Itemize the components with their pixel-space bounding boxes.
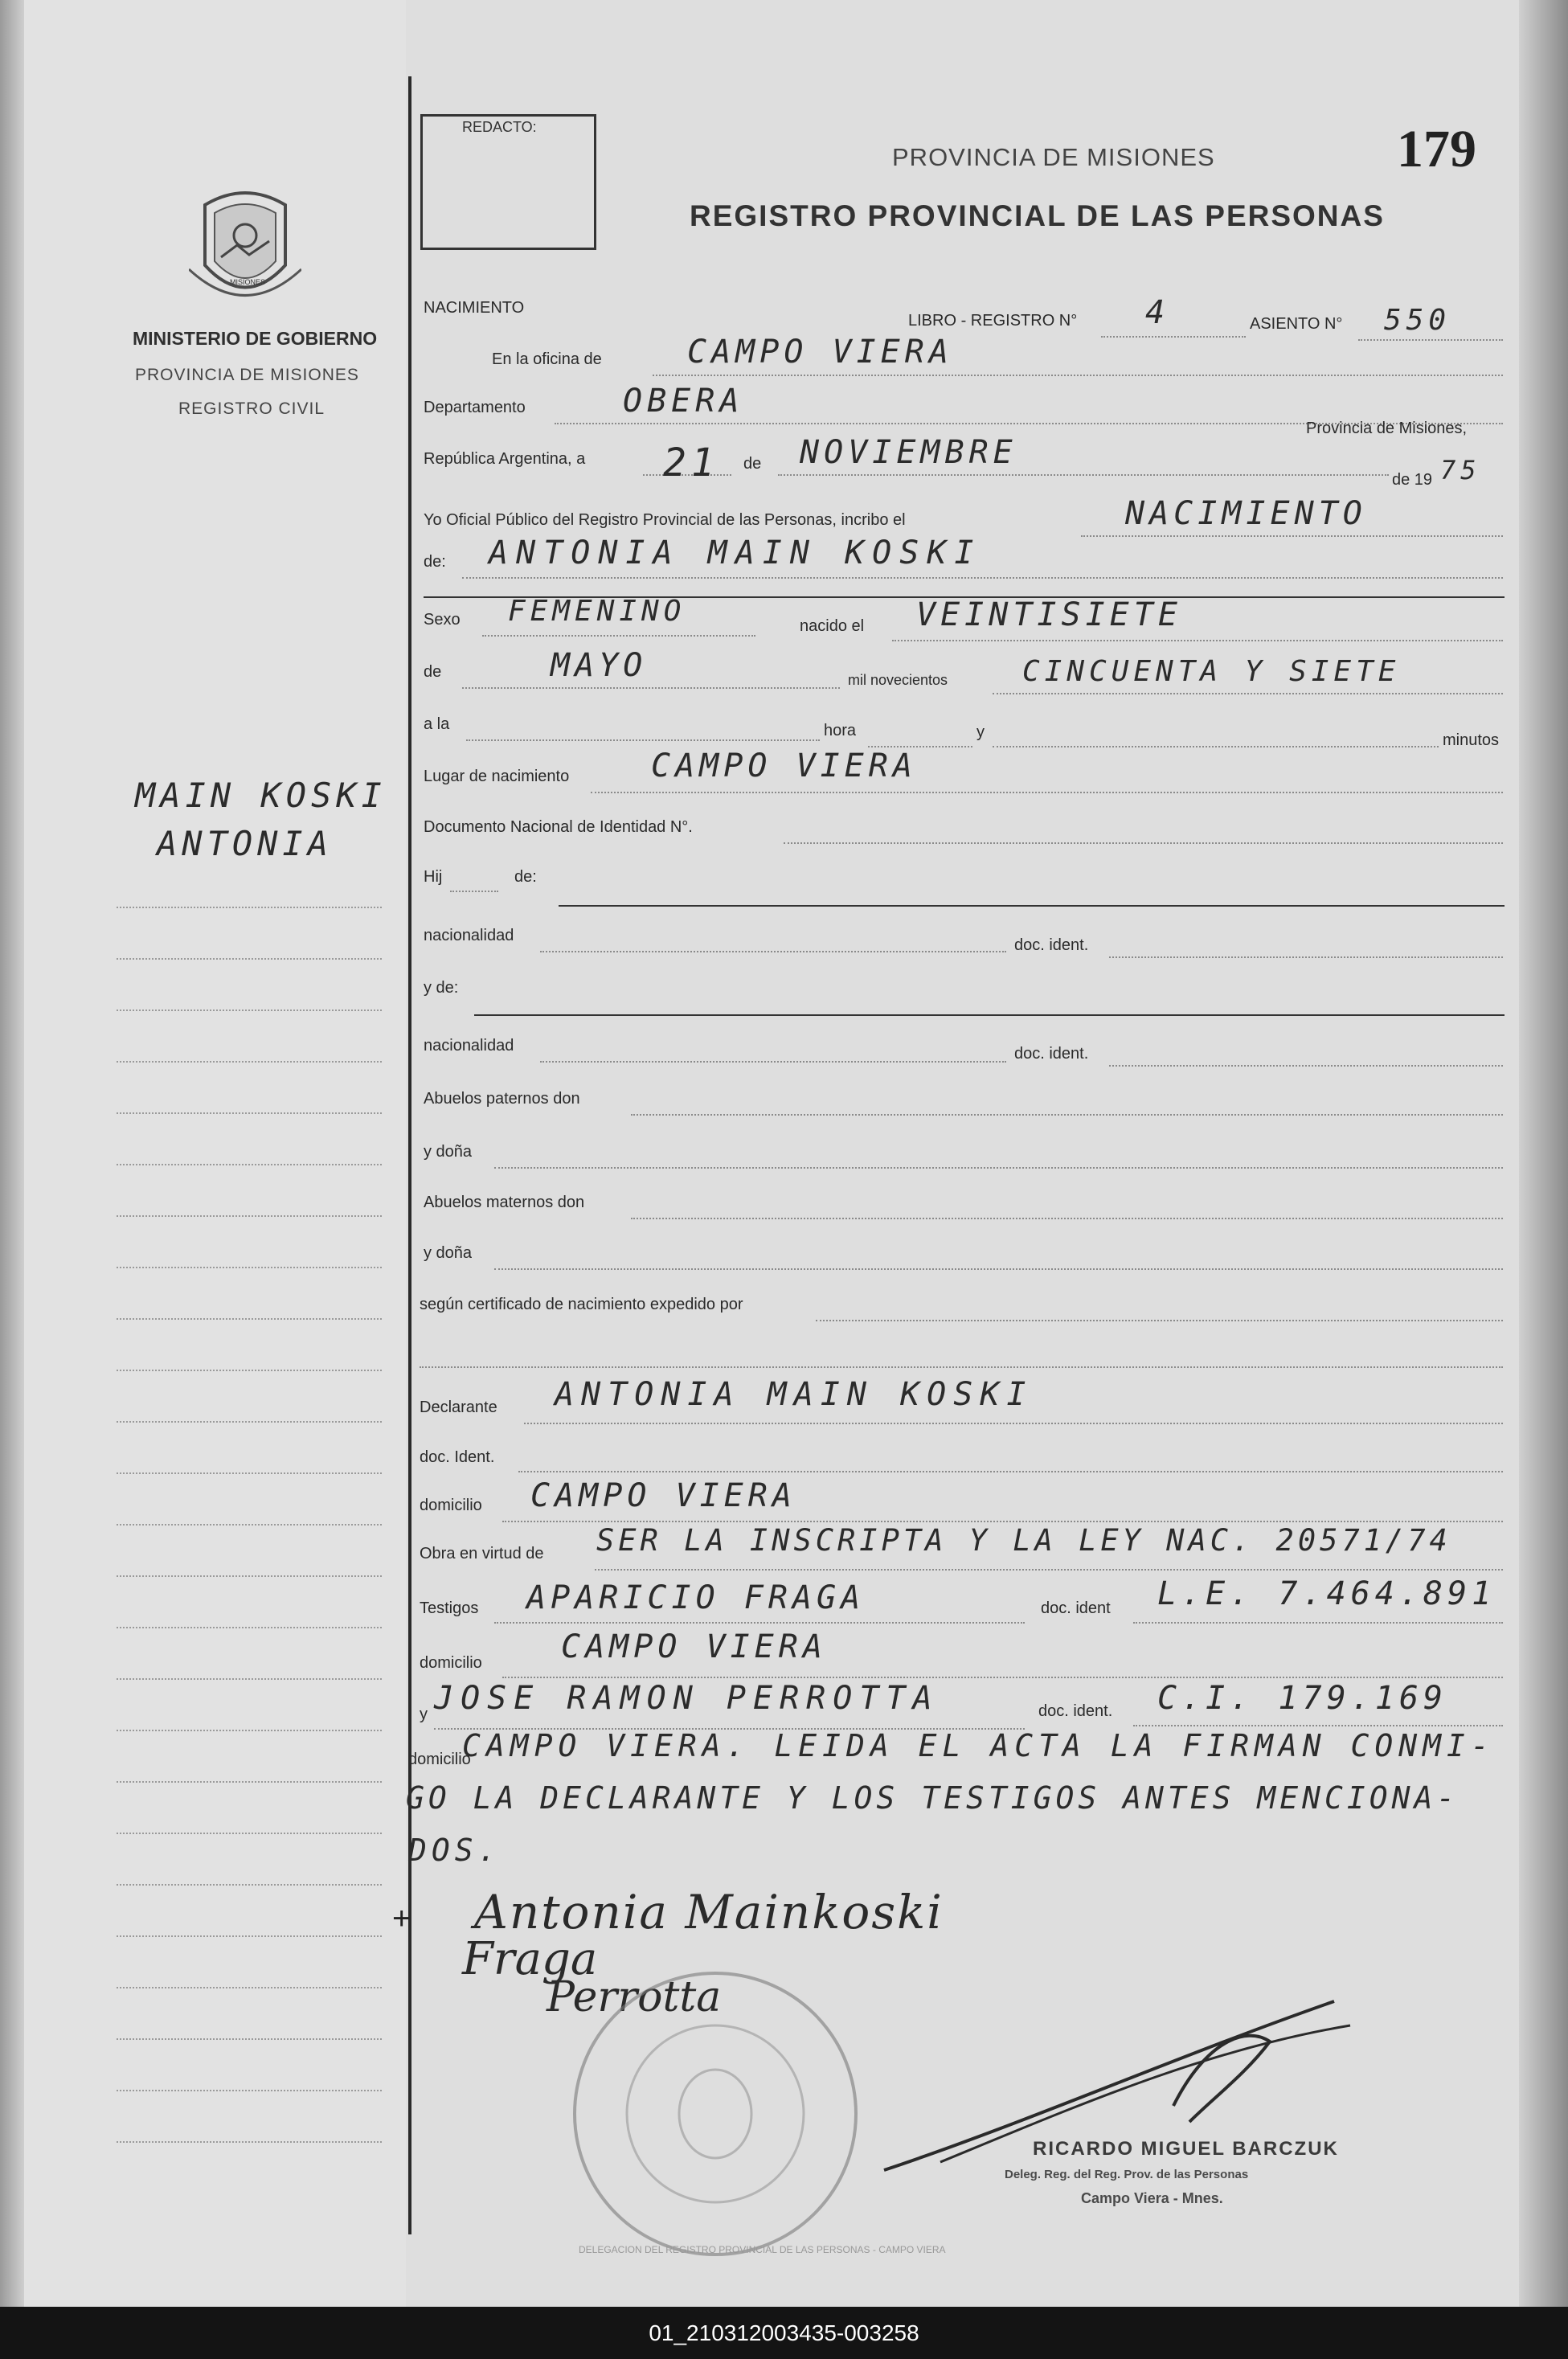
domicilio-testigo1-value: CAMPO VIERA — [561, 1628, 827, 1665]
margin-rule — [117, 1935, 382, 1937]
declarante-label: Declarante — [420, 1399, 497, 1416]
margin-rule — [117, 2090, 382, 2091]
nacionalidad2-line — [540, 1061, 1006, 1063]
margin-rule — [117, 958, 382, 960]
sexo-value: FEMENINO — [508, 595, 686, 628]
page-binding — [0, 0, 24, 2307]
nacionalidad-label: nacionalidad — [424, 927, 514, 944]
margin-note-surname: MAIN KOSKI — [135, 776, 387, 815]
minutos-label: minutos — [1443, 731, 1500, 749]
declarante-value: ANTONIA MAIN KOSKI — [555, 1376, 1034, 1413]
libro-value: 4 — [1145, 294, 1170, 331]
sexo-line — [482, 635, 755, 637]
persona-value: ANTONIA MAIN KOSKI — [489, 534, 982, 571]
republica-label: República Argentina, a — [424, 450, 586, 468]
domicilio-label: domicilio — [420, 1497, 482, 1514]
testigo1-value: APARICIO FRAGA — [526, 1579, 866, 1616]
margin-rule — [117, 907, 382, 908]
margin-rule — [117, 1267, 382, 1268]
acto-line — [1081, 535, 1503, 537]
testigo2-doc-value: C.I. 179.169 — [1157, 1680, 1447, 1717]
cross-mark: + — [392, 1901, 411, 1936]
margin-rule — [117, 1575, 382, 1577]
doc-ident-line — [1109, 956, 1503, 958]
y-dona2-line — [494, 1268, 1503, 1270]
nacido-line — [892, 640, 1503, 641]
dia-value: 21 — [663, 440, 719, 485]
oficina-line — [653, 375, 1503, 376]
redacto-label: REDACTO: — [462, 119, 537, 135]
doc-ident-declarante-label: doc. Ident. — [420, 1448, 495, 1466]
officer-title: Deleg. Reg. del Reg. Prov. de las Personas — [1005, 2168, 1249, 2181]
hora-label: hora — [824, 722, 857, 739]
de-persona-label: de: — [424, 553, 446, 571]
doc-ident-label: doc. ident. — [1014, 936, 1089, 954]
folio-number: 179 — [1397, 120, 1476, 178]
margin-rule — [117, 2038, 382, 2040]
abuelos-maternos-line — [631, 1218, 1503, 1219]
margin-rule — [117, 1215, 382, 1217]
image-id-caption: 01_210312003435-003258 — [649, 2320, 919, 2345]
testigo1-doc-label: doc. ident — [1041, 1599, 1111, 1617]
nacionalidad-line — [540, 951, 1006, 952]
nacido-dia-value: VEINTISIETE — [916, 596, 1182, 633]
misiones-emblem-icon — [189, 181, 301, 313]
y-dona-label: y doña — [424, 1143, 473, 1161]
nacido-anio-line — [993, 693, 1503, 694]
testigo1-line — [494, 1622, 1025, 1624]
y-de-label: y de: — [424, 979, 459, 997]
certificado-line-2 — [420, 1366, 1503, 1368]
acto-value: NACIMIENTO — [1125, 495, 1367, 532]
seal-text: DELEGACION DEL REGISTRO PROVINCIAL DE LAS PERSONAS - CAMPO VIERA — [579, 2244, 946, 2255]
margin-rule — [117, 1421, 382, 1423]
margin-rule — [117, 1730, 382, 1731]
a-la-line — [466, 739, 820, 741]
obra-line — [595, 1569, 1503, 1571]
cierre-line-1: CAMPO VIERA. LEIDA EL ACTA LA FIRMAN CONMI- — [462, 1728, 1495, 1763]
mil-label: mil novecientos — [848, 672, 948, 688]
y-de-solid-line — [474, 1014, 1505, 1016]
mes-line — [778, 474, 1389, 476]
ministry-title: MINISTERIO DE GOBIERNO — [133, 328, 378, 349]
margin-rule — [117, 1884, 382, 1886]
domicilio-testigo1-label: domicilio — [420, 1654, 482, 1672]
abuelos-maternos-label: Abuelos maternos don — [424, 1194, 585, 1211]
testigo1-signature: Fraga — [462, 1933, 598, 1985]
hij-solid-line — [559, 905, 1505, 907]
a-la-label: a la — [424, 715, 450, 733]
domicilio-value: CAMPO VIERA — [530, 1477, 796, 1514]
domicilio-testigo2-label: domicilio — [408, 1751, 471, 1768]
de-mes-label: de — [424, 663, 442, 681]
asiento-label: ASIENTO N° — [1250, 315, 1343, 333]
doc-ident2-label: doc. ident. — [1014, 1045, 1089, 1063]
testigos-label: Testigos — [420, 1599, 479, 1617]
testigo2-doc-label: doc. ident. — [1038, 1702, 1113, 1720]
doc-ident-declarante-line — [518, 1471, 1503, 1472]
provincia-label: Provincia de Misiones, — [1306, 420, 1468, 437]
cierre-line-3: DOS. — [408, 1833, 502, 1868]
margin-rule — [117, 1112, 382, 1114]
nacido-label: nacido el — [800, 617, 865, 635]
record-type: NACIMIENTO — [424, 299, 525, 317]
y2-label: y — [420, 1706, 428, 1723]
nacido-mes-line — [462, 687, 840, 689]
province-title: PROVINCIA DE MISIONES — [892, 143, 1215, 171]
margin-rule — [117, 1627, 382, 1628]
lugar-label: Lugar de nacimiento — [424, 768, 570, 785]
margin-rule — [117, 1678, 382, 1680]
official-seal-icon — [563, 1961, 868, 2267]
obra-value: SER LA INSCRIPTA Y LA LEY NAC. 20571/74 — [596, 1523, 1451, 1558]
margin-rule — [117, 1164, 382, 1165]
libro-line — [1101, 336, 1246, 338]
nacionalidad2-label: nacionalidad — [424, 1037, 514, 1055]
officer-place: Campo Viera - Mnes. — [1081, 2190, 1223, 2206]
oficina-value: CAMPO VIERA — [687, 334, 953, 371]
hij-line — [450, 891, 498, 892]
y-label: y — [976, 723, 985, 741]
margin-rule — [117, 1318, 382, 1320]
lugar-value: CAMPO VIERA — [651, 747, 917, 784]
mes-value: NOVIEMBRE — [800, 434, 1017, 471]
margin-rule — [117, 1833, 382, 1834]
y-dona2-label: y doña — [424, 1244, 473, 1262]
oficial-label: Yo Oficial Público del Registro Provincial de las Personas, incribo el — [424, 511, 906, 529]
margin-rule — [117, 2141, 382, 2143]
domicilio-testigo1-line — [502, 1677, 1503, 1678]
margin-rule — [117, 1061, 382, 1063]
y-dona-line — [494, 1167, 1503, 1169]
oficina-label: En la oficina de — [492, 350, 602, 368]
testigo2-value: JOSE RAMON PERROTTA — [434, 1680, 940, 1717]
departamento-value: OBERA — [623, 383, 744, 420]
nacido-anio-value: CINCUENTA Y SIETE — [1022, 655, 1401, 688]
margin-rule — [117, 1010, 382, 1011]
testigo2-doc-line — [1133, 1725, 1503, 1726]
page-edge-shadow — [1519, 0, 1568, 2307]
dni-label: Documento Nacional de Identidad N°. — [424, 818, 693, 836]
ministry-province: PROVINCIA DE MISIONES — [135, 366, 359, 384]
margin-rule — [117, 1987, 382, 1988]
declarante-signature: Antonia Mainkoski — [474, 1885, 944, 1939]
nacido-mes-value: MAYO — [551, 647, 648, 684]
departamento-label: Departamento — [424, 399, 526, 416]
testigo1-doc-line — [1133, 1622, 1503, 1624]
minutos-line — [993, 746, 1439, 747]
abuelos-paternos-label: Abuelos paternos don — [424, 1090, 580, 1108]
testigo1-doc-value: L.E. 7.464.891 — [1157, 1575, 1496, 1612]
certificado-label: según certificado de nacimiento expedido por — [420, 1296, 743, 1313]
testigo2-signature: Perrotta — [547, 1973, 722, 2021]
domicilio-line — [502, 1521, 1503, 1522]
certificado-line — [816, 1320, 1503, 1321]
declarante-line — [524, 1423, 1503, 1424]
margin-rule — [117, 1781, 382, 1783]
de-label: de — [743, 455, 762, 473]
anio-prefix: de 19 — [1392, 471, 1433, 489]
asiento-value: 550 — [1384, 304, 1451, 337]
margin-rule — [117, 1472, 382, 1474]
abuelos-paternos-line — [631, 1114, 1503, 1116]
margin-rule — [117, 1370, 382, 1371]
officer-name: RICARDO MIGUEL BARCZUK — [1033, 2138, 1339, 2160]
doc-ident2-line — [1109, 1065, 1503, 1067]
obra-label: Obra en virtud de — [420, 1545, 544, 1562]
ministry-civil-registry: REGISTRO CIVIL — [178, 399, 325, 418]
registry-title: REGISTRO PROVINCIAL DE LAS PERSONAS — [690, 199, 1385, 232]
hij-de-label: de: — [514, 868, 537, 886]
dni-line — [784, 842, 1503, 844]
anio-value: 75 — [1440, 455, 1481, 485]
lugar-line — [591, 792, 1503, 793]
cierre-line-2: GO LA DECLARANTE Y LOS TESTIGOS ANTES MENCIONA- — [406, 1780, 1460, 1816]
libro-label: LIBRO - REGISTRO N° — [908, 312, 1078, 330]
persona-line — [462, 577, 1503, 579]
margin-rule — [117, 1524, 382, 1526]
asiento-line — [1358, 339, 1503, 341]
sexo-label: Sexo — [424, 611, 461, 629]
emblem-label: MISIONES — [230, 278, 266, 286]
margin-note-name: ANTONIA — [157, 824, 334, 863]
hij-label: Hij — [424, 868, 443, 886]
